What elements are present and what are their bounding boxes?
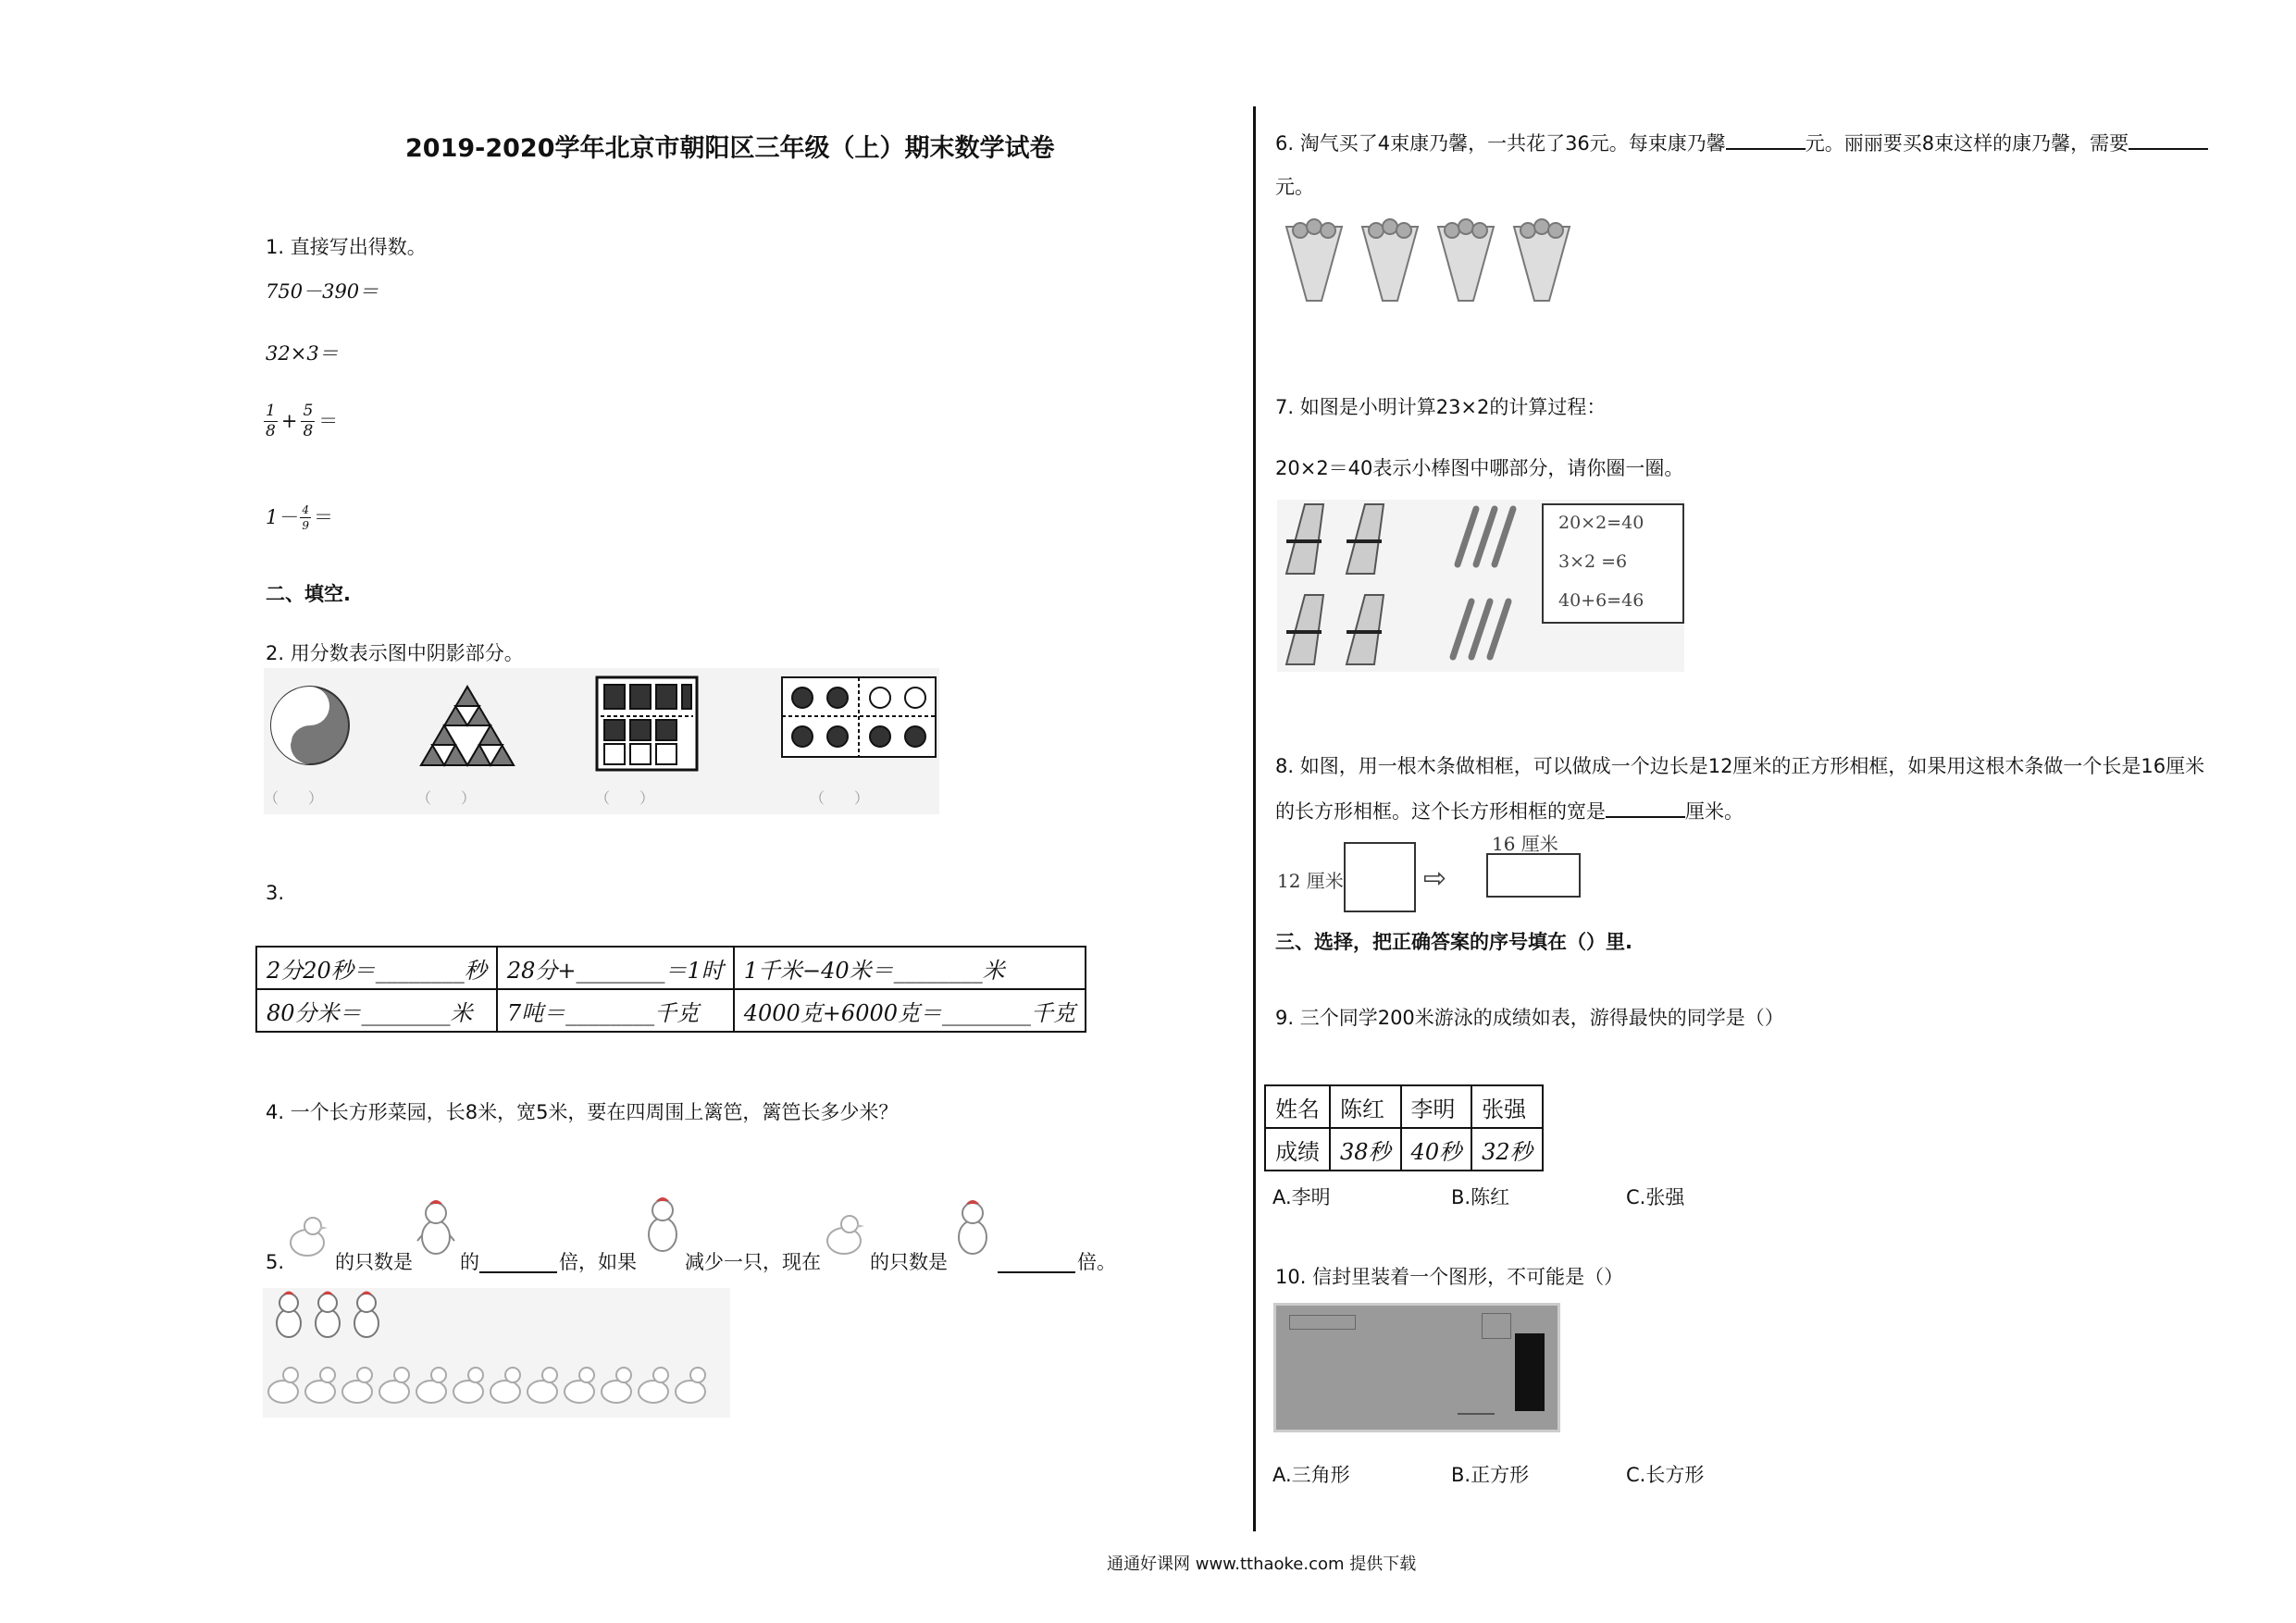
q8-label-left: 12 厘米 <box>1277 870 1344 892</box>
q2-answer-paren-3: （ ） <box>595 789 655 807</box>
duck-icon <box>268 1368 298 1403</box>
duck-icon <box>416 1368 446 1403</box>
q3-cell: 1千米−40米＝________米 <box>734 947 1086 989</box>
postcode-boxes <box>1289 1315 1356 1330</box>
q3-cell: 4000克+6000克＝________千克 <box>734 989 1086 1032</box>
q5-text-2: 的 <box>460 1251 479 1273</box>
q6-blank-1[interactable] <box>1726 131 1806 150</box>
duck-icon <box>602 1368 631 1403</box>
q5-blank-1[interactable] <box>479 1255 557 1273</box>
stick-bundle-icon <box>1286 504 1323 574</box>
q8-figure <box>1277 829 1582 909</box>
q10-option-c[interactable]: C.长方形 <box>1626 1464 1705 1486</box>
bouquet-icon <box>1514 219 1570 301</box>
q7-calculation-box <box>1542 503 1684 624</box>
rectangle-frame <box>1486 853 1581 898</box>
q7-subprompt: 20×2＝40表示小棒图中哪部分，请你圈一圈。 <box>1275 457 1684 479</box>
shaded-boxes-icon <box>597 677 697 770</box>
q6-blank-2[interactable] <box>2128 131 2208 150</box>
q3-cell: 2分20秒＝________秒 <box>256 947 497 989</box>
q1-expr-2: 32×3＝ <box>266 342 339 365</box>
q9-option-a[interactable]: A.李明 <box>1272 1186 1331 1208</box>
duck-icon <box>565 1368 594 1403</box>
hidden-shape <box>1515 1333 1545 1411</box>
q2-prompt: 2. 用分数表示图中阴影部分。 <box>266 642 524 664</box>
q3-cell: 28分+________＝1时 <box>497 947 734 989</box>
q6-flowers-svg <box>1277 217 1582 310</box>
duck-icon <box>285 1208 329 1263</box>
q6-line-1: 6. 淘气买了4束康乃馨，一共花了36元。每束康乃馨 元。丽丽要买8束这样的康乃馨，需要 <box>1275 131 2208 155</box>
q5-blank-2[interactable] <box>998 1255 1075 1273</box>
section-3-heading: 三、选择，把正确答案的序号填在（）里. <box>1275 931 1632 953</box>
q3-cell: 80分米＝________米 <box>256 989 497 1032</box>
shaded-triangle-icon <box>421 687 514 765</box>
q7-calc-line: 20×2=40 <box>1558 513 1644 533</box>
q9-prompt: 9. 三个同学200米游泳的成绩如表，游得最快的同学是（） <box>1275 1007 1784 1029</box>
shaded-circle-icon <box>271 687 349 764</box>
q2-answer-paren-2: （ ） <box>416 789 477 807</box>
q7-sticks-figure <box>1277 500 1684 672</box>
section-2-heading: 二、填空. <box>266 583 351 605</box>
stick-icon <box>1458 509 1476 564</box>
stamp-box <box>1482 1313 1511 1339</box>
envelope-image <box>1273 1303 1560 1432</box>
square-frame <box>1344 842 1416 912</box>
q9-table <box>1264 1084 1544 1171</box>
q5-animals-svg <box>263 1288 730 1418</box>
q5-text-4: 减少一只，现在 <box>685 1251 821 1273</box>
table-row <box>256 989 1086 1032</box>
duck-icon <box>453 1368 483 1403</box>
q10-option-b[interactable]: B.正方形 <box>1451 1464 1530 1486</box>
q8-label-right: 16 厘米 <box>1492 833 1558 855</box>
fraction: $\frac{1}{8}$ <box>266 402 276 440</box>
q5-text-3: 倍，如果 <box>559 1251 637 1273</box>
stick-icon <box>1490 601 1508 657</box>
q9-cell: 姓名 <box>1265 1085 1330 1128</box>
q5-text-6: 倍。 <box>1077 1251 1116 1273</box>
q5-animals-figure <box>263 1288 730 1418</box>
q5-number: 5. <box>266 1251 285 1273</box>
chick-icon <box>316 1292 340 1338</box>
stick-icon <box>1453 601 1471 657</box>
stick-icon <box>1471 601 1490 657</box>
q1-expr-1: 750－390＝ <box>266 280 379 303</box>
page-footer: 通通好课网 www.tthaoke.com 提供下载 <box>1107 1555 1417 1574</box>
table-row <box>1265 1128 1543 1171</box>
duck-icon <box>342 1368 372 1403</box>
duck-icon <box>490 1368 520 1403</box>
q7-calc-line: 40+6=46 <box>1558 590 1644 611</box>
shaded-dots-icon <box>782 677 936 757</box>
q4-prompt: 4. 一个长方形菜园，长8米，宽5米，要在四周围上篱笆，篱笆长多少米？ <box>266 1101 899 1123</box>
q9-cell: 成绩 <box>1265 1128 1330 1171</box>
q2-shapes-figure <box>264 668 939 814</box>
arrow-right-icon: ⇨ <box>1423 862 1447 895</box>
q1-expr-3: $\frac{1}{8}$ + $\frac{5}{8}$ ＝ <box>266 402 339 440</box>
chick-icon <box>354 1292 379 1338</box>
fraction: $\frac{4}{9}$ <box>302 503 310 532</box>
page-title: 2019-2020学年北京市朝阳区三年级（上）期末数学试卷 <box>405 134 1055 163</box>
q6-line-2: 元。 <box>1275 176 1314 198</box>
bouquet-icon <box>1438 219 1494 301</box>
duck-icon <box>527 1368 557 1403</box>
fraction: $\frac{5}{8}$ <box>303 402 314 440</box>
q8-line-1: 8. 如图，用一根木条做相框，可以做成一个边长是12厘米的正方形相框，如果用这根木条做一个长是16厘米 <box>1275 755 2205 777</box>
q9-cell: 张强 <box>1471 1085 1543 1128</box>
q7-prompt: 7. 如图是小明计算23×2的计算过程： <box>1275 396 1607 418</box>
duck-icon <box>379 1368 409 1403</box>
q10-option-a[interactable]: A.三角形 <box>1272 1464 1350 1486</box>
q7-calc-line: 3×2 =6 <box>1558 551 1628 572</box>
q6-flowers-figure <box>1277 217 1582 310</box>
chick-icon <box>953 1198 992 1261</box>
q2-answer-paren-1: （ ） <box>264 789 324 807</box>
column-divider <box>1253 106 1256 1531</box>
q9-option-c[interactable]: C.张强 <box>1626 1186 1685 1208</box>
table-row <box>256 947 1086 989</box>
q5-line <box>266 1251 284 1274</box>
q8-line-2: 的长方形相框。这个长方形相框的宽是 厘米。 <box>1275 800 1744 823</box>
chick-icon <box>277 1292 301 1338</box>
q1-expr-4: 1－ $\frac{4}{9}$ ＝ <box>266 503 334 532</box>
q3-cell: 7吨＝________千克 <box>497 989 734 1032</box>
q9-cell: 陈红 <box>1330 1085 1401 1128</box>
duck-icon <box>822 1206 866 1261</box>
q2-answer-paren-4: （ ） <box>810 789 870 807</box>
q9-cell: 32秒 <box>1471 1128 1543 1171</box>
duck-icon <box>305 1368 335 1403</box>
q8-blank[interactable] <box>1606 799 1685 818</box>
q9-cell: 40秒 <box>1401 1128 1472 1171</box>
q1-prompt: 1. 直接写出得数。 <box>266 236 427 258</box>
duck-icon <box>639 1368 668 1403</box>
stick-bundle-icon <box>1347 595 1384 664</box>
bouquet-icon <box>1362 219 1418 301</box>
q3-table <box>255 946 1086 1033</box>
bouquet-icon <box>1286 219 1342 301</box>
stick-bundle-icon <box>1286 595 1323 664</box>
q10-prompt: 10. 信封里装着一个图形，不可能是（） <box>1275 1266 1624 1288</box>
chick-icon <box>643 1196 682 1258</box>
q5-text-5: 的只数是 <box>870 1251 948 1273</box>
table-row <box>1265 1085 1543 1128</box>
stick-bundle-icon <box>1347 504 1384 574</box>
chick-icon <box>416 1198 455 1261</box>
duck-icon <box>676 1368 705 1403</box>
q7-sticks-svg <box>1277 500 1545 672</box>
address-line <box>1458 1413 1495 1415</box>
stick-icon <box>1476 509 1495 564</box>
q3-label: 3. <box>266 882 285 904</box>
q9-option-b[interactable]: B.陈红 <box>1451 1186 1510 1208</box>
stick-icon <box>1495 509 1513 564</box>
q5-text-1: 的只数是 <box>335 1251 413 1273</box>
q9-cell: 38秒 <box>1330 1128 1401 1171</box>
q9-cell: 李明 <box>1401 1085 1472 1128</box>
